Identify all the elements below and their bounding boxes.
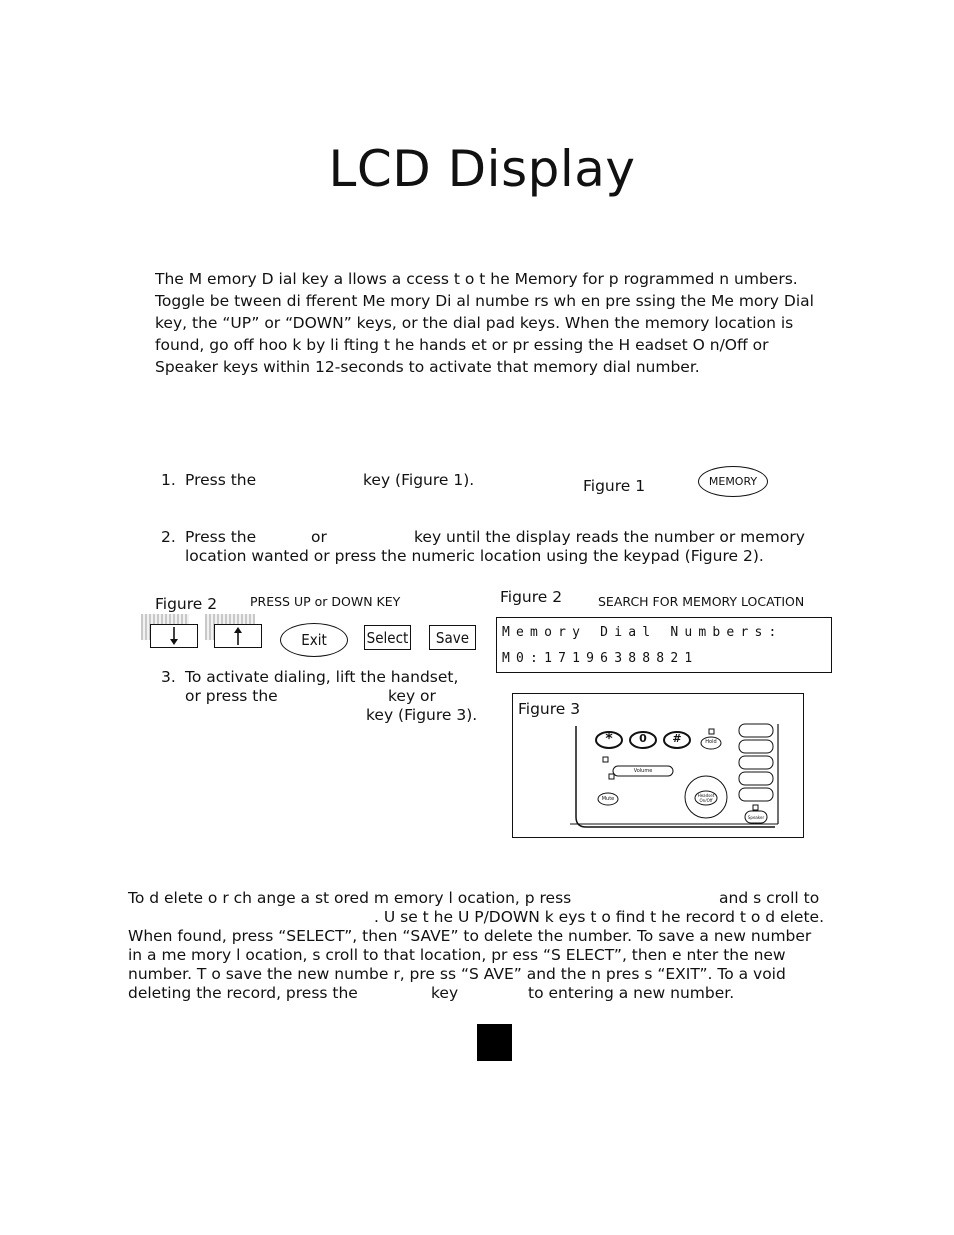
step-2-text-mid: key until the display reads the number or memory — [414, 528, 805, 546]
bottom-line-6a: deleting the record, press the — [128, 984, 358, 1002]
hold-key[interactable]: Hold — [705, 739, 717, 745]
lcd-line-1: Memory Dial Numbers: — [502, 625, 783, 640]
step-1-number: 1. — [161, 471, 176, 489]
figure-1-label: Figure 1 — [583, 477, 646, 495]
step-1-text: Press the — [185, 471, 257, 489]
speaker-key[interactable]: Speaker — [747, 815, 765, 820]
page-number-box — [477, 1024, 512, 1061]
bottom-line-5: number. T o save the new numbe r, pre ss “S AVE” and the n pres s “EXIT”. To a void — [128, 965, 786, 983]
lcd-line-2: M0:17196388821 — [502, 651, 699, 666]
figure-2-left-caption: PRESS UP or DOWN KEY — [250, 594, 401, 609]
intro-paragraph: The M emory D ial key a llows a ccess t o t he Memory for p rogrammed n umbers. Toggle be tween di fferent Me mory Di al numbe rs wh en pre ssing the Me mory Dial key, the “UP” or “DOWN” keys, or the dial pad keys. When the memory location is found, go off hoo k by li fting t he hands et or pr essing the H eadset O n/Off or Speaker keys within 12-seconds to activate that memory dial number. — [155, 270, 814, 376]
down-arrow-icon — [168, 626, 180, 646]
bottom-line-2: . U se t he U P/DOWN k eys t o find t he record t o d elete. — [374, 908, 824, 926]
lcd-display — [496, 617, 832, 673]
step-2-text: Press the — [185, 528, 257, 546]
mute-key[interactable]: Mute — [601, 796, 615, 802]
zero-key[interactable]: 0 — [639, 732, 647, 745]
headset-key[interactable]: Headset On/Off — [697, 793, 715, 803]
figure-2-left-label: Figure 2 — [155, 595, 218, 613]
up-arrow-icon — [232, 626, 244, 646]
figure-3-phone — [512, 693, 804, 838]
step-3-number: 3. — [161, 668, 176, 686]
bottom-line-6c: to entering a new number. — [528, 984, 735, 1002]
figure-3-label: Figure 3 — [518, 700, 581, 718]
bottom-line-4: in a me mory l ocation, s croll to that location, pr ess “S ELECT”, then e nter the new — [128, 946, 786, 964]
star-key[interactable]: * — [605, 731, 613, 747]
page-title: LCD Display — [328, 140, 636, 198]
step-2-number: 2. — [161, 528, 176, 546]
step-2-text-end: location wanted or press the numeric location using the keypad (Figure 2). — [185, 547, 764, 565]
step-3-text: To activate dialing, lift the handset, — [185, 668, 459, 686]
step-3-text-c: key or — [388, 687, 436, 705]
up-button[interactable] — [214, 624, 262, 648]
exit-button[interactable]: Exit — [280, 623, 348, 657]
hash-key[interactable]: # — [672, 732, 682, 745]
bottom-line-6b: key — [431, 984, 459, 1002]
figure-2-right-label: Figure 2 — [500, 588, 563, 606]
step-3-text-d: key (Figure 3). — [366, 706, 478, 724]
memory-button[interactable]: MEMORY — [698, 466, 768, 497]
volume-key[interactable]: Volume — [633, 768, 653, 774]
down-button[interactable] — [150, 624, 198, 648]
step-1-text-end: key (Figure 1). — [363, 471, 475, 489]
figure-2-right-caption: SEARCH FOR MEMORY LOCATION — [598, 594, 805, 609]
select-button[interactable]: Select — [364, 625, 411, 650]
step-2-or: or — [311, 528, 327, 546]
bottom-line-1b: and s croll to — [719, 889, 820, 907]
step-3-text-b: or press the — [185, 687, 278, 705]
bottom-line-1a: To d elete o r ch ange a st ored m emory l ocation, p ress — [128, 889, 572, 907]
save-button[interactable]: Save — [429, 625, 476, 650]
bottom-line-3: When found, press “SELECT”, then “SAVE” to delete the number. To save a new number — [128, 927, 812, 945]
